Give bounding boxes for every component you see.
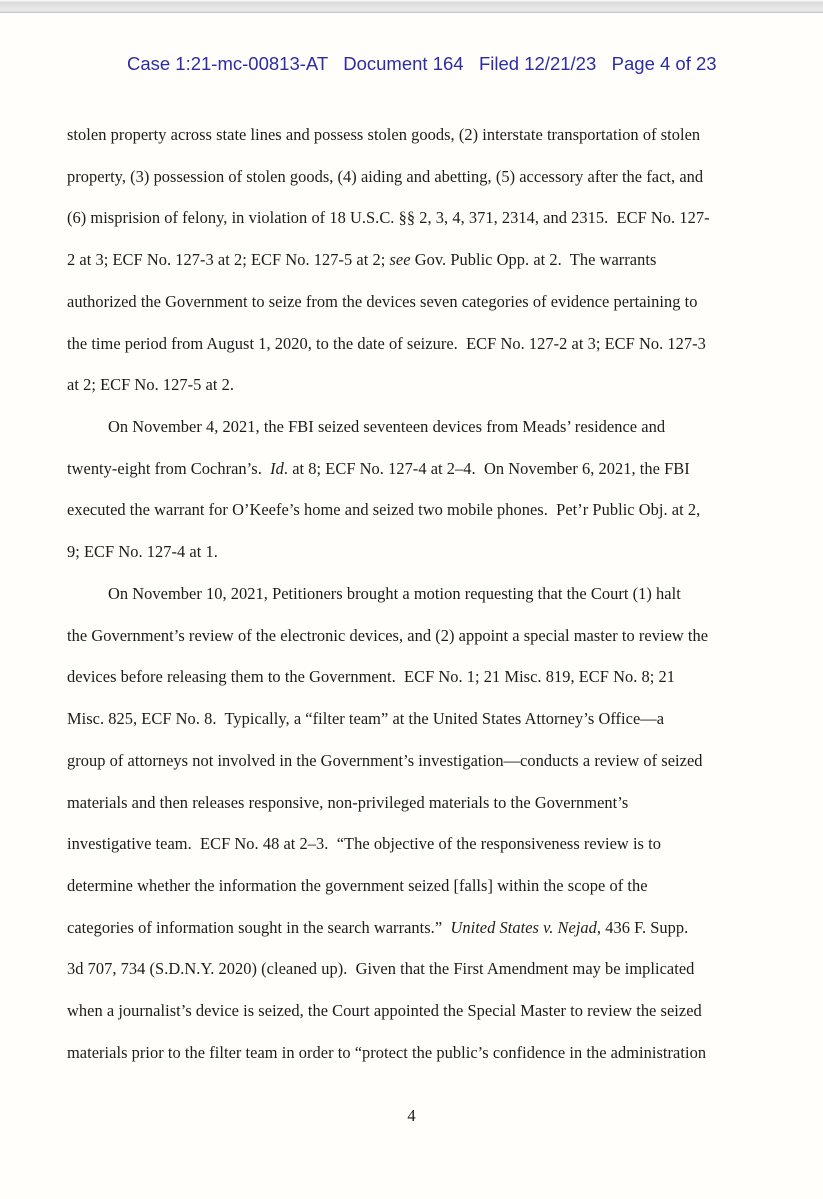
- document-line: [67, 990, 783, 1032]
- body-text: categories of information sought in the search warrants.”: [67, 917, 451, 937]
- body-text: 9; ECF No. 127-4 at 1.: [67, 542, 218, 562]
- body-text: twenty-eight from Cochran’s.: [67, 458, 271, 478]
- body-text: On November 10, 2021, Petitioners brought a motion requesting that the Court (1) halt: [108, 583, 681, 603]
- body-text: (6) misprision of felony, in violation of 18 U.S.C. §§ 2, 3, 4, 371, 2314, and 2315. ECF No. 127-: [67, 208, 710, 228]
- window-top-bar: [0, 0, 823, 13]
- document-line: [67, 323, 783, 365]
- page-footer: [0, 1106, 823, 1126]
- document-line: [67, 1032, 783, 1074]
- body-text: On November 4, 2021, the FBI seized seventeen devices from Meads’ residence and: [108, 417, 666, 437]
- document-line: [67, 948, 783, 990]
- body-text: when a journalist’s device is seized, the Court appointed the Special Master to review the seized: [67, 1001, 702, 1021]
- document-line: [67, 281, 783, 323]
- document-line: [67, 531, 783, 573]
- body-text: the Government’s review of the electronic devices, and (2) appoint a special master to review the: [67, 625, 709, 645]
- body-text: devices before releasing them to the Government. ECF No. 1; 21 Misc. 819, ECF No. 8; 21: [67, 667, 676, 687]
- document-line: [67, 197, 783, 239]
- citation-italic-text: Id: [270, 458, 284, 478]
- citation-italic-text: see: [389, 250, 411, 270]
- document-line: [67, 823, 783, 865]
- citation-italic-text: United States v. Nejad: [450, 917, 597, 937]
- body-text: property, (3) possession of stolen goods, (4) aiding and abetting, (5) accessory after the fact, and: [67, 166, 704, 186]
- body-text: stolen property across state lines and possess stolen goods, (2) interstate transportation of stolen: [67, 125, 701, 144]
- document-line: [67, 615, 783, 657]
- document-body: [67, 114, 783, 1074]
- body-text: the time period from August 1, 2020, to the date of seizure. ECF No. 127-2 at 3; ECF No. 127-3: [67, 333, 706, 353]
- document-line: [67, 698, 783, 740]
- case-caption: Case 1:21-mc-00813-AT Document 164 Filed 12/21/23 Page 4 of 23: [126, 53, 717, 74]
- body-text: materials prior to the filter team in order to “protect the public’s confidence in the administration: [67, 1042, 707, 1062]
- body-text: group of attorneys not involved in the Government’s investigation—conducts a review of seized: [67, 750, 703, 770]
- body-text: 3d 707, 734 (S.D.N.Y. 2020) (cleaned up). Given that the First Amendment may be implicated: [67, 959, 695, 979]
- document-line: [67, 573, 783, 615]
- page-number: 4: [407, 1106, 416, 1125]
- document-line: [67, 656, 783, 698]
- document-line: [67, 865, 783, 907]
- document-line: [67, 907, 783, 949]
- document-line: [67, 156, 783, 198]
- document-line: [67, 114, 783, 156]
- document-line: [67, 782, 783, 824]
- case-header: [0, 31, 823, 97]
- body-text: at 2; ECF No. 127-5 at 2.: [67, 375, 234, 395]
- body-text: . at 8; ECF No. 127-4 at 2–4. On November 6, 2021, the FBI: [283, 458, 690, 478]
- document-line: [67, 489, 783, 531]
- body-text: authorized the Government to seize from the devices seven categories of evidence pertaining to: [67, 291, 698, 311]
- document-line: [67, 406, 783, 448]
- body-text: materials and then releases responsive, non-privileged materials to the Government’s: [67, 792, 629, 812]
- document-line: [67, 364, 783, 406]
- document-line: [67, 448, 783, 490]
- body-text: 2 at 3; ECF No. 127-3 at 2; ECF No. 127-5 at 2;: [67, 250, 390, 270]
- body-text: , 436 F. Supp.: [596, 917, 689, 937]
- body-text: investigative team. ECF No. 48 at 2–3. “The objective of the responsiveness review is to: [67, 834, 661, 854]
- body-text: determine whether the information the government seized [falls] within the scope of the: [67, 875, 648, 895]
- body-text: Misc. 825, ECF No. 8. Typically, a “filter team” at the United States Attorney’s Office—a: [67, 709, 665, 729]
- body-text: Gov. Public Opp. at 2. The warrants: [410, 250, 657, 270]
- document-line: [67, 740, 783, 782]
- document-line: [67, 239, 783, 281]
- body-text: executed the warrant for O’Keefe’s home and seized two mobile phones. Pet’r Public Obj. at 2,: [67, 500, 701, 520]
